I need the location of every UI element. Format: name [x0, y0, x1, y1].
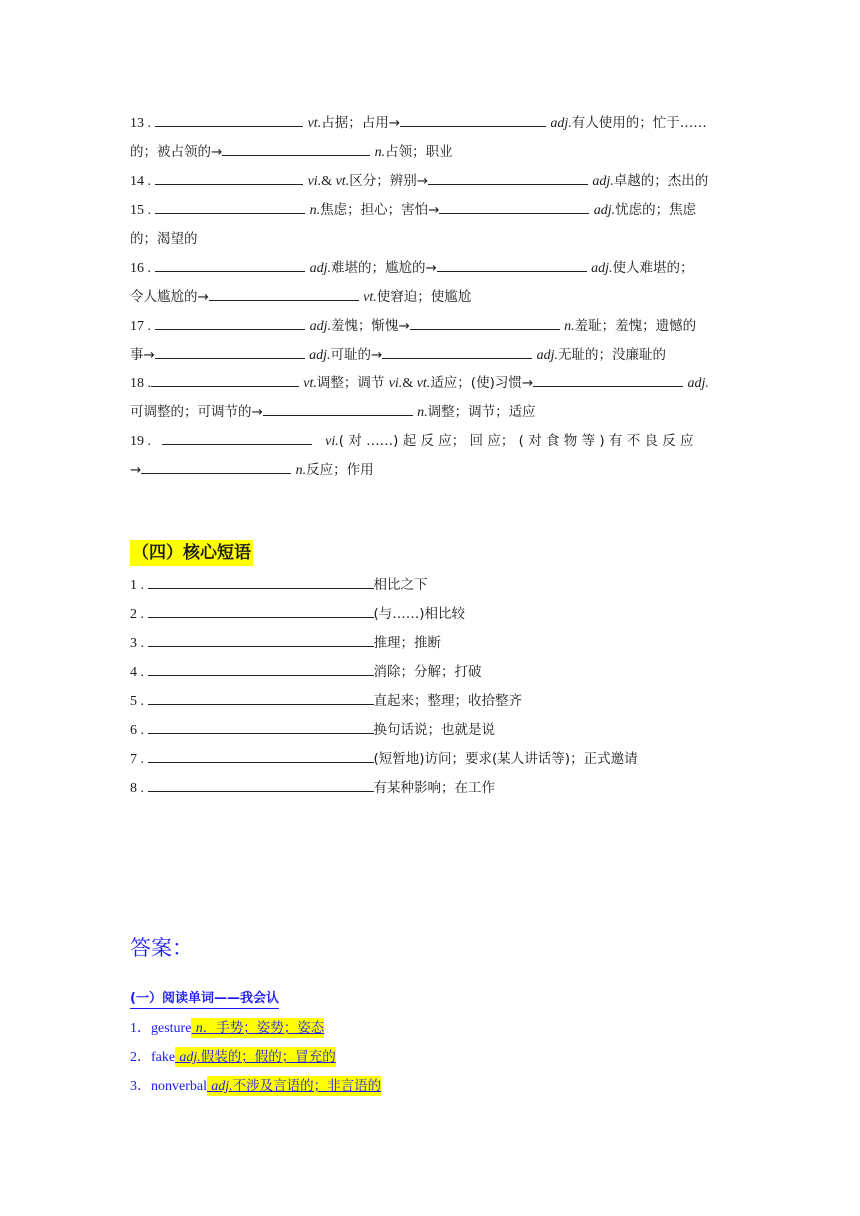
answer-item: [130, 1047, 336, 1068]
answer-blank[interactable]: [148, 692, 374, 705]
part-of-speech: adj.: [309, 261, 331, 276]
vocab-item-16-line-1: 16 . adj.难堪的；尴尬的→ adj.使人难堪的；: [130, 260, 694, 276]
definition: →: [130, 462, 142, 478]
part-of-speech: vi.: [325, 434, 339, 449]
definition: 调整；调节；适应: [427, 404, 536, 420]
part-of-speech: n.: [295, 463, 307, 478]
answer-blank[interactable]: [148, 663, 374, 676]
answer-blank[interactable]: [437, 259, 587, 272]
part-of-speech: vt.: [303, 376, 317, 391]
part-of-speech: adj.: [591, 261, 613, 276]
definition: 使窘迫；使尴尬: [376, 289, 472, 305]
item-number: 7: [130, 752, 137, 767]
item-number: 18: [130, 376, 144, 391]
phrase-meaning: 有某种影响；在工作: [373, 780, 495, 796]
vocab-item-15-line-2: [130, 230, 730, 248]
vocab-item-18-line-2: [130, 403, 730, 422]
answer-blank[interactable]: [382, 346, 532, 359]
definition: 无耻的；没廉耻的: [558, 347, 666, 363]
definition: 占领；职业: [385, 144, 453, 160]
phrase-item: 1 . 相比之下: [130, 577, 428, 593]
part-of-speech: vi.: [388, 376, 403, 391]
vocab-item-19-line-2: [130, 461, 730, 480]
definition: 忧虑的；焦虑: [615, 202, 697, 218]
vocab-item-19-line-1: 19 . vi.( 对 ……) 起 反 应； 回 应； ( 对 食 物 等 ) 有 不 良 反 应: [130, 433, 694, 449]
definition: 卓越的；杰出的: [613, 173, 709, 189]
part-of-speech: adj.: [550, 116, 572, 131]
item-number: 3．: [130, 1079, 151, 1094]
item-number: 15: [130, 203, 144, 218]
phrase-meaning: (与……)相比较: [373, 606, 466, 622]
definition: 焦虑；担心；害怕→: [320, 202, 440, 218]
vocab-item-13-line-1: 13 . vt.占据；占用→ adj.有人使用的；忙于……: [130, 115, 707, 131]
item-number: 17: [130, 319, 144, 334]
item-number: 16: [130, 261, 144, 276]
definition: ( 对 ……) 起 反 应； 回 应； ( 对 食 物 等 ) 有 不 良 反 应: [338, 433, 694, 449]
vocab-item-14: 14 . vi.& vt.区分；辨别→ adj.卓越的；杰出的: [130, 173, 709, 189]
answer-blank[interactable]: [148, 779, 374, 792]
definition: 区分；辨别→: [349, 173, 429, 189]
answer-blank[interactable]: [148, 576, 374, 589]
part-of-speech: vt.: [416, 376, 431, 391]
item-number: 1: [130, 578, 137, 593]
answer-blank[interactable]: [155, 346, 305, 359]
part-of-speech: adj.: [309, 348, 331, 363]
part-of-speech: adj.: [592, 174, 614, 189]
phrase-meaning: 直起来；整理；收拾整齐: [373, 693, 522, 709]
part-of-speech: n.: [564, 319, 575, 334]
phrase-meaning: 推理；推断: [373, 635, 441, 651]
answer-blank[interactable]: [148, 605, 374, 618]
definition: 羞愧；惭愧→: [330, 318, 410, 334]
answer-blank[interactable]: [148, 721, 374, 734]
item-number: 4: [130, 665, 137, 680]
part-of-speech: n.: [417, 405, 428, 420]
section-title-core-phrases: （四）核心短语: [130, 540, 253, 566]
part-of-speech: adj.: [593, 203, 616, 218]
vocab-item-18-line-1: 18 . vt.调整；调节 vi.& vt.适应；(使)习惯→ adj.: [130, 375, 709, 391]
vocab-item-17-line-1: 17 . adj.羞愧；惭愧→ n.羞耻；羞愧；遗憾的: [130, 318, 697, 334]
answer-definition: [175, 1047, 336, 1067]
item-number: 5: [130, 694, 137, 709]
part-of-speech: vt.: [307, 116, 322, 131]
vocab-item-13-line-2: [130, 143, 730, 162]
answer-blank[interactable]: [410, 317, 560, 330]
answer-blank[interactable]: [439, 201, 589, 214]
item-number: 8: [130, 781, 137, 796]
phrase-item: 7 . (短暂地)访问；要求(某人讲话等)；正式邀请: [130, 751, 638, 767]
part-of-speech: vi.: [307, 174, 322, 189]
vocab-item-15-line-1: 15 . n.焦虑；担心；害怕→ adj.忧虑的；焦虑: [130, 202, 697, 218]
item-number: 2．: [130, 1050, 151, 1065]
phrase-meaning: (短暂地)访问；要求(某人讲话等)；正式邀请: [373, 751, 638, 767]
phrase-item: 5 . 直起来；整理；收拾整齐: [130, 693, 522, 709]
definition: 有人使用的；忙于……: [571, 115, 707, 131]
definition: 调整；调节: [316, 375, 389, 391]
part-of-speech: vt.: [335, 174, 350, 189]
definition: 的；渴望的: [130, 231, 198, 247]
answer-item: [130, 1076, 381, 1097]
definition: 使人难堪的；: [612, 260, 694, 276]
answer-item: [130, 1018, 324, 1039]
part-of-speech: adj.: [211, 1079, 233, 1094]
definition: 假装的；假的；冒充的: [200, 1049, 336, 1065]
answer-blank[interactable]: [400, 114, 546, 127]
answer-blank[interactable]: [155, 317, 305, 330]
answer-blank[interactable]: [533, 374, 683, 387]
definition: 反应；作用: [306, 462, 374, 478]
definition: 的；被占领的→: [130, 144, 223, 160]
ampersand: &: [402, 376, 417, 391]
part-of-speech: n: [195, 1021, 203, 1036]
answer-blank[interactable]: [162, 432, 312, 445]
phrase-item: 8 . 有某种影响；在工作: [130, 780, 495, 796]
answer-blank[interactable]: [263, 403, 413, 416]
vocab-item-17-line-2: [130, 346, 730, 365]
item-number: 19: [130, 434, 144, 449]
phrase-meaning: 换句话说；也就是说: [373, 722, 495, 738]
answer-blank[interactable]: [155, 201, 305, 214]
answer-word: gesture: [151, 1021, 192, 1036]
vocab-item-16-line-2: [130, 288, 730, 307]
answer-blank[interactable]: [148, 750, 374, 763]
phrase-item: 2 . (与……)相比较: [130, 606, 466, 622]
item-number: 2: [130, 607, 137, 622]
definition: 可调整的；可调节的→: [130, 404, 263, 420]
answers-subheading: (一）阅读单词——我会认: [130, 990, 279, 1009]
definition: 羞耻；羞愧；遗憾的: [574, 318, 697, 334]
ampersand: &: [321, 174, 336, 189]
answer-blank[interactable]: [209, 288, 359, 301]
answer-blank[interactable]: [151, 374, 299, 387]
item-number: 1．: [130, 1021, 151, 1036]
phrase-item: 6 . 换句话说；也就是说: [130, 722, 495, 738]
part-of-speech: n.: [309, 203, 321, 218]
answer-blank[interactable]: [141, 461, 291, 474]
definition: 令人尴尬的→: [130, 289, 209, 305]
part-of-speech: adj.: [536, 348, 558, 363]
definition: 适应；(使)习惯→: [430, 375, 534, 391]
answer-definition: [191, 1018, 324, 1038]
answer-blank[interactable]: [155, 172, 303, 185]
definition: 不涉及言语的；非言语的: [232, 1078, 382, 1094]
item-number: 3: [130, 636, 137, 651]
definition: ．手势；姿势；姿态: [202, 1020, 325, 1036]
answer-definition: [207, 1076, 381, 1096]
answers-heading: 答案：: [130, 936, 193, 960]
definition: 事→: [130, 347, 155, 363]
answer-blank[interactable]: [222, 143, 370, 156]
phrase-meaning: 相比之下: [373, 577, 428, 593]
answer-word: nonverbal: [151, 1079, 207, 1094]
answer-word: fake: [151, 1050, 176, 1065]
item-number: 6: [130, 723, 137, 738]
item-number: 14: [130, 174, 144, 189]
phrase-item: 4 . 消除；分解；打破: [130, 664, 482, 680]
part-of-speech: adj.: [687, 376, 709, 391]
answer-blank[interactable]: [155, 114, 303, 127]
part-of-speech: adj.: [309, 319, 331, 334]
answer-blank[interactable]: [428, 172, 588, 185]
phrase-item: 3 . 推理；推断: [130, 635, 441, 651]
definition: 占据；占用→: [321, 115, 401, 131]
answer-blank[interactable]: [148, 634, 374, 647]
definition: 可耻的→: [330, 347, 383, 363]
phrase-meaning: 消除；分解；打破: [373, 664, 482, 680]
part-of-speech: adj.: [179, 1050, 201, 1065]
answer-blank[interactable]: [155, 259, 305, 272]
part-of-speech: n.: [374, 145, 386, 160]
item-number: 13: [130, 116, 144, 131]
part-of-speech: vt.: [363, 290, 377, 305]
definition: 难堪的；尴尬的→: [330, 260, 437, 276]
